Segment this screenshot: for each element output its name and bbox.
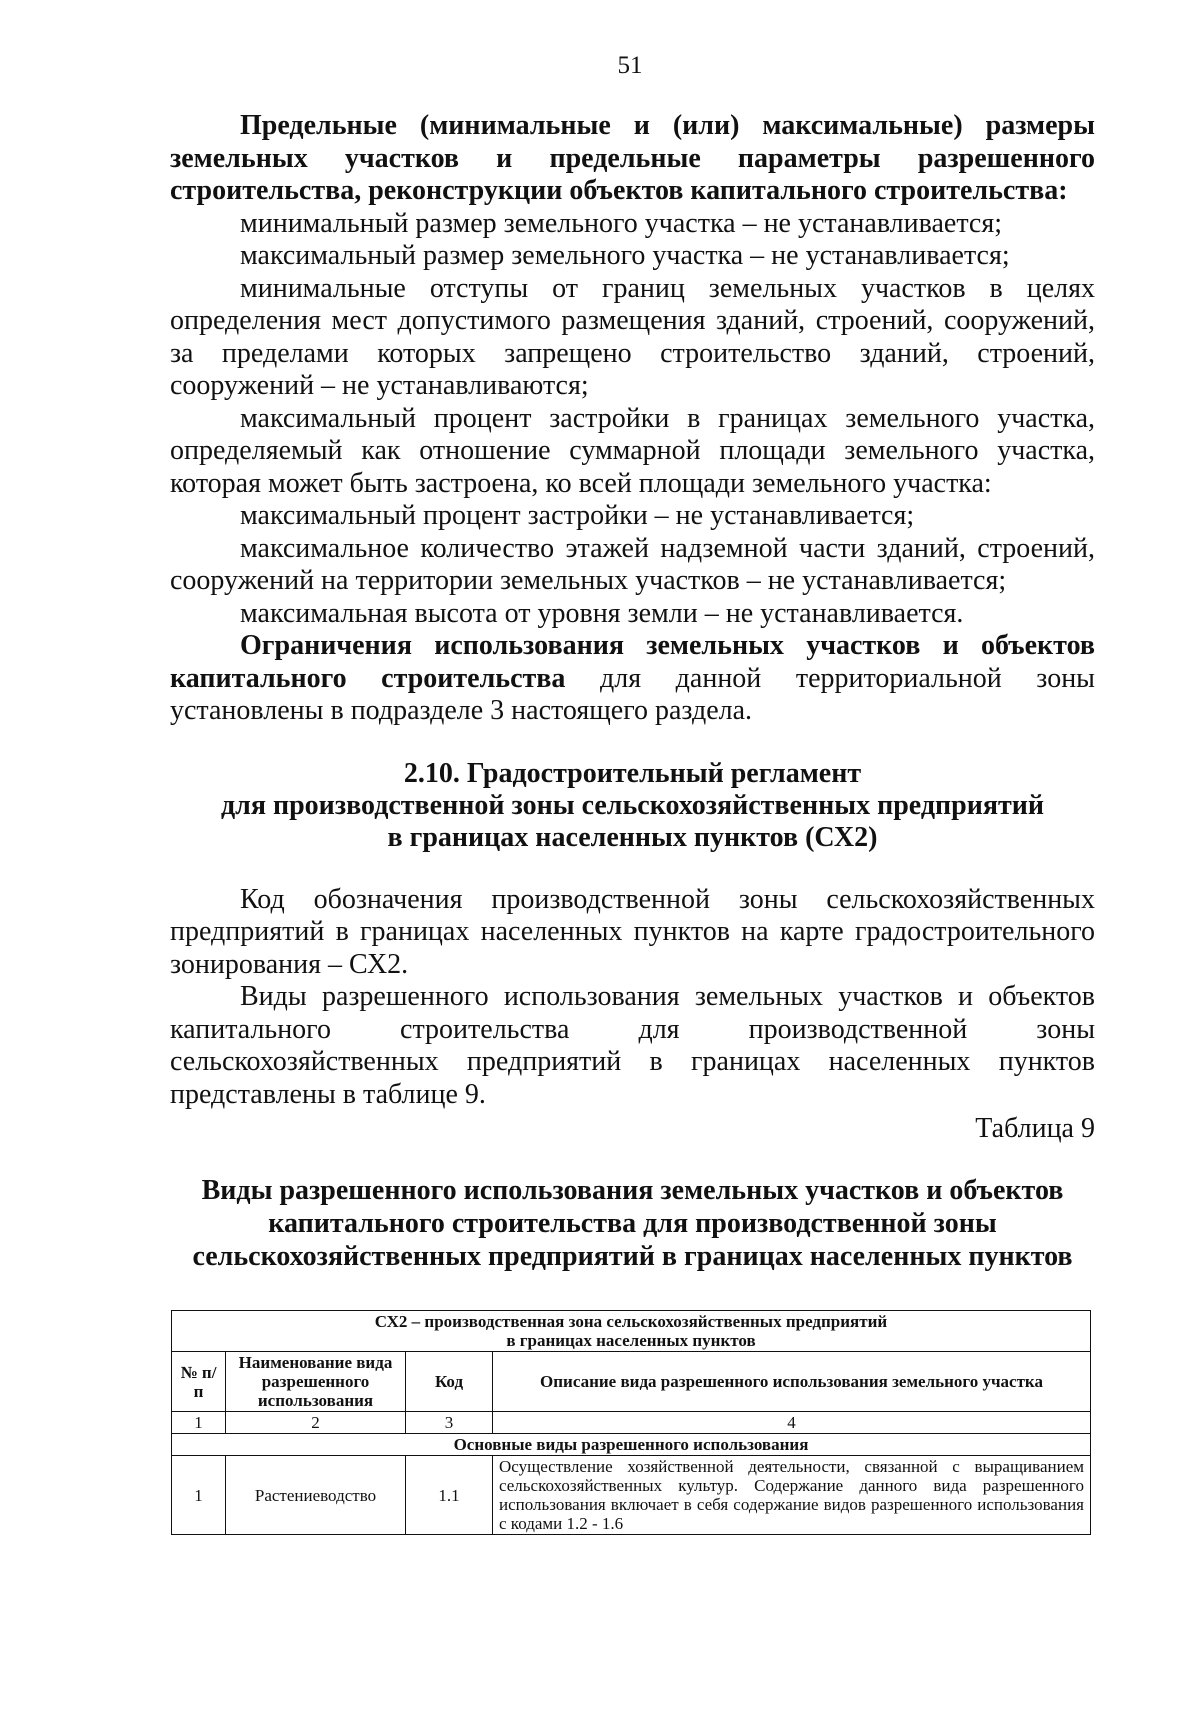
col-number: 1 bbox=[172, 1412, 226, 1434]
col-number: 4 bbox=[493, 1412, 1091, 1434]
table-header-row bbox=[172, 1352, 1091, 1412]
restrictions-paragraph bbox=[170, 630, 1095, 728]
table-row bbox=[172, 1456, 1091, 1535]
header-desc: Описание вида разрешенного использования земельного участка bbox=[493, 1352, 1091, 1412]
row-name: Растениеводство bbox=[226, 1456, 406, 1535]
page-content bbox=[170, 110, 1095, 1273]
limits-heading: Предельные (минимальные и (или) максимальные) размеры земельных участков и предельные параметры разрешенного строительства, реконструкции объектов капитального строительства: bbox=[170, 110, 1095, 206]
regulation-table bbox=[171, 1310, 1091, 1535]
zone-title-cell bbox=[172, 1311, 1091, 1352]
row-num: 1 bbox=[172, 1456, 226, 1535]
list-item: максимальный процент застройки – не устанавливается; bbox=[240, 500, 915, 531]
kinds-paragraph: Виды разрешенного использования земельных участков и объектов капитального строительства для производственной зоны сельскохозяйственных предприятий в границах населенных пунктов представлены в таблице 9. bbox=[170, 981, 1095, 1110]
list-item: минимальный размер земельного участка – не устанавливается; bbox=[240, 207, 1003, 239]
code-paragraph: Код обозначения производственной зоны сельскохозяйственных предприятий в границах населенных пунктов на карте градостроительного зонирования – СХ2. bbox=[170, 883, 1095, 980]
list-item: максимальное количество этажей надземной части зданий, строений, сооружений на территории земельных участков – не устанавливается; bbox=[170, 532, 1095, 596]
col-number: 2 bbox=[226, 1412, 406, 1434]
row-code: 1.1 bbox=[406, 1456, 493, 1535]
list-item: максимальная высота от уровня земли – не устанавливается. bbox=[240, 597, 964, 629]
zone-title-line: в границах населенных пунктов bbox=[506, 1331, 756, 1350]
col-number: 3 bbox=[406, 1412, 493, 1434]
restrictions-bold: Ограничения использования земельных участков и объектов капитального строительства bbox=[170, 630, 1095, 694]
section-title-line: 2.10. Градостроительный регламент bbox=[403, 757, 862, 789]
list-item: максимальный процент застройки в границах земельного участка, определяемый как отношение суммарной площади земельного участка, которая может быть застроена, ко всей площади земельного участка: bbox=[170, 402, 1095, 499]
column-number-row bbox=[172, 1412, 1091, 1434]
page-number: 51 bbox=[617, 52, 643, 79]
table-label: Таблица 9 bbox=[975, 1113, 1095, 1144]
group-row bbox=[172, 1434, 1091, 1456]
table-caption bbox=[170, 1174, 1095, 1273]
group-title: Основные виды разрешенного использования bbox=[172, 1434, 1091, 1456]
header-name: Наименование вида разрешенного использования bbox=[226, 1352, 406, 1412]
header-code: Код bbox=[406, 1352, 493, 1412]
list-item: максимальный размер земельного участка – не устанавливается; bbox=[240, 240, 1010, 271]
row-desc: Осуществление хозяйственной деятельности, связанной с выращиванием сельскохозяйственных культур. Содержание данного вида разрешенного использования включает в себя содержание видов разрешенного использования с кодами 1.2 - 1.6 bbox=[493, 1456, 1091, 1535]
section-title bbox=[170, 758, 1095, 854]
table-zone-row bbox=[172, 1311, 1091, 1352]
header-num: № п/п bbox=[172, 1352, 226, 1412]
section-title-line: для производственной зоны сельскохозяйственных предприятий bbox=[220, 789, 1045, 821]
table-caption-line: Виды разрешенного использования земельных участков и объектов bbox=[201, 1174, 1064, 1206]
section-title-line: в границах населенных пунктов (СХ2) bbox=[387, 821, 878, 853]
restrictions-rest: для данной территориальной зоны установлены в подразделе 3 настоящего раздела. bbox=[170, 662, 1095, 726]
zone-title-line: СХ2 – производственная зона сельскохозяйственных предприятий bbox=[374, 1312, 888, 1331]
list-item: минимальные отступы от границ земельных участков в целях определения мест допустимого размещения зданий, строений, сооружений, за пределами которых запрещено строительство зданий, строений, сооружений – не устанавливаются; bbox=[170, 272, 1095, 401]
table-caption-line: капитального строительства для производственной зоны bbox=[268, 1207, 997, 1239]
table-caption-line: сельскохозяйственных предприятий в границах населенных пунктов bbox=[192, 1240, 1073, 1272]
